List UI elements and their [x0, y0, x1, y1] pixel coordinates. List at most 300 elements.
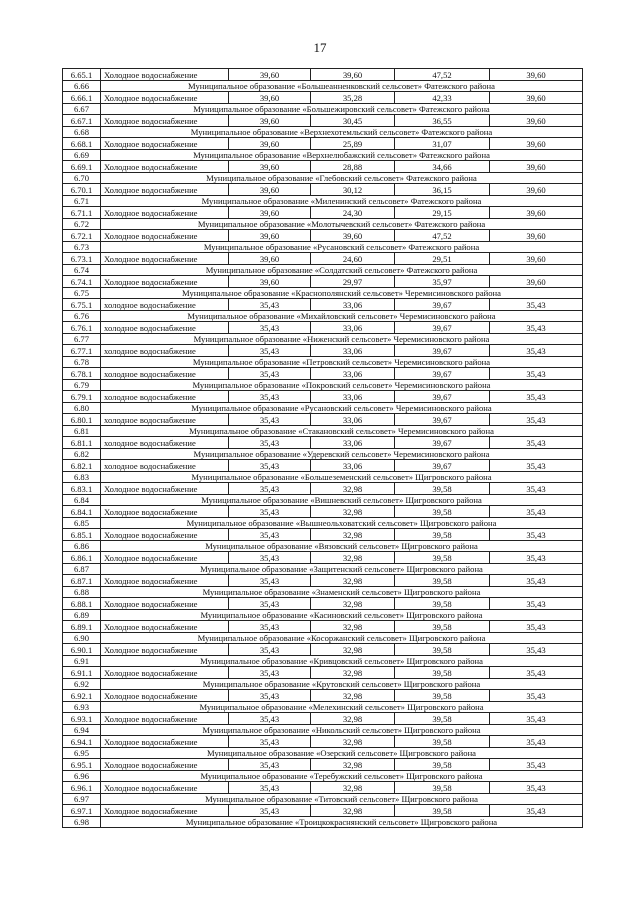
tariff-value-1: 35,43	[229, 805, 311, 817]
tariff-value-4: 39,60	[490, 184, 583, 196]
service-row	[63, 506, 583, 518]
municipality-header-row	[63, 655, 583, 667]
municipality-title: Муниципальное образование «Петровский сельсовет» Черемисиновского района	[101, 356, 583, 368]
tariff-value-1: 35,43	[229, 391, 311, 403]
municipality-title: Муниципальное образование «Никольский сельсовет» Щигровского района	[101, 724, 583, 736]
tariff-value-3: 39,58	[395, 759, 490, 771]
tariff-value-3: 39,58	[395, 713, 490, 725]
tariff-value-4: 35,43	[490, 805, 583, 817]
row-code: 6.93.1	[63, 713, 101, 725]
tariff-value-1: 35,43	[229, 414, 311, 426]
service-name: Холодное водоснабжение	[101, 483, 229, 495]
row-code: 6.86.1	[63, 552, 101, 564]
municipality-header-row	[63, 195, 583, 207]
service-row	[63, 322, 583, 334]
service-name: холодное водоснабжение	[101, 345, 229, 357]
service-name: Холодное водоснабжение	[101, 230, 229, 242]
tariff-value-3: 31,07	[395, 138, 490, 150]
tariff-value-3: 39,58	[395, 644, 490, 656]
row-code: 6.71	[63, 195, 101, 207]
tariff-value-4: 35,43	[490, 621, 583, 633]
tariff-value-2: 33,06	[311, 345, 395, 357]
tariff-value-2: 32,98	[311, 782, 395, 794]
municipality-header-row	[63, 540, 583, 552]
tariff-value-1: 35,43	[229, 644, 311, 656]
service-row	[63, 805, 583, 817]
tariff-value-4: 35,43	[490, 736, 583, 748]
tariff-value-1: 39,60	[229, 115, 311, 127]
tariff-value-3: 29,15	[395, 207, 490, 219]
service-row	[63, 253, 583, 265]
tariff-value-3: 39,67	[395, 368, 490, 380]
tariff-value-4: 39,60	[490, 253, 583, 265]
tariff-value-2: 33,06	[311, 460, 395, 472]
row-code: 6.89.1	[63, 621, 101, 633]
row-code: 6.72	[63, 218, 101, 230]
service-row	[63, 92, 583, 104]
tariff-value-2: 32,98	[311, 644, 395, 656]
service-row	[63, 414, 583, 426]
municipality-title: Муниципальное образование «Знаменский сельсовет» Щигровского района	[101, 586, 583, 598]
row-code: 6.90.1	[63, 644, 101, 656]
municipality-title: Муниципальное образование «Стакановский сельсовет» Черемисиновского района	[101, 425, 583, 437]
tariff-value-2: 24,60	[311, 253, 395, 265]
municipality-title: Муниципальное образование «Русановский сельсовет» Фатежского района	[101, 241, 583, 253]
tariff-value-1: 39,60	[229, 161, 311, 173]
municipality-title: Муниципальное образование «Русановский сельсовет» Черемисиновского района	[101, 402, 583, 414]
municipality-title: Муниципальное образование «Вышнеольховатский сельсовет» Щигровского района	[101, 517, 583, 529]
municipality-title: Муниципальное образование «Михайловский сельсовет» Черемисиновского района	[101, 310, 583, 322]
service-row	[63, 690, 583, 702]
tariff-value-1: 35,43	[229, 575, 311, 587]
tariff-value-3: 29,51	[395, 253, 490, 265]
municipality-header-row	[63, 80, 583, 92]
tariff-table-body	[63, 69, 583, 828]
tariff-value-4: 35,43	[490, 644, 583, 656]
municipality-title: Муниципальное образование «Вязовский сельсовет» Щигровского района	[101, 540, 583, 552]
service-row	[63, 368, 583, 380]
row-code: 6.87	[63, 563, 101, 575]
tariff-value-3: 47,52	[395, 230, 490, 242]
service-name: Холодное водоснабжение	[101, 161, 229, 173]
tariff-value-3: 39,58	[395, 552, 490, 564]
municipality-title: Муниципальное образование «Молотычевский сельсовет» Фатежского района	[101, 218, 583, 230]
tariff-value-3: 36,55	[395, 115, 490, 127]
service-row	[63, 552, 583, 564]
municipality-header-row	[63, 310, 583, 322]
municipality-header-row	[63, 563, 583, 575]
service-name: Холодное водоснабжение	[101, 253, 229, 265]
row-code: 6.96.1	[63, 782, 101, 794]
service-name: Холодное водоснабжение	[101, 184, 229, 196]
tariff-value-3: 39,58	[395, 529, 490, 541]
row-code: 6.93	[63, 701, 101, 713]
municipality-title: Муниципальное образование «Краснополянский сельсовет» Черемисиновского района	[101, 287, 583, 299]
service-row	[63, 230, 583, 242]
municipality-header-row	[63, 356, 583, 368]
tariff-value-2: 32,98	[311, 736, 395, 748]
tariff-value-2: 33,06	[311, 391, 395, 403]
row-code: 6.79.1	[63, 391, 101, 403]
service-name: Холодное водоснабжение	[101, 736, 229, 748]
tariff-value-4: 35,43	[490, 506, 583, 518]
row-code: 6.74.1	[63, 276, 101, 288]
tariff-value-1: 35,43	[229, 460, 311, 472]
tariff-value-4: 35,43	[490, 391, 583, 403]
municipality-title: Муниципальное образование «Теребужский сельсовет» Щигровского района	[101, 770, 583, 782]
row-code: 6.96	[63, 770, 101, 782]
tariff-value-4: 35,43	[490, 552, 583, 564]
municipality-title: Муниципальное образование «Защитенский сельсовет» Щигровского района	[101, 563, 583, 575]
tariff-value-4: 39,60	[490, 92, 583, 104]
row-code: 6.73.1	[63, 253, 101, 265]
tariff-value-2: 32,98	[311, 690, 395, 702]
tariff-value-3: 35,97	[395, 276, 490, 288]
tariff-value-2: 33,06	[311, 437, 395, 449]
tariff-value-4: 35,43	[490, 598, 583, 610]
tariff-value-1: 39,60	[229, 276, 311, 288]
tariff-value-2: 29,97	[311, 276, 395, 288]
tariff-value-3: 42,33	[395, 92, 490, 104]
service-row	[63, 345, 583, 357]
service-row	[63, 115, 583, 127]
tariff-value-4: 35,43	[490, 460, 583, 472]
municipality-header-row	[63, 770, 583, 782]
service-name: Холодное водоснабжение	[101, 644, 229, 656]
row-code: 6.71.1	[63, 207, 101, 219]
service-name: Холодное водоснабжение	[101, 805, 229, 817]
tariff-value-2: 32,98	[311, 759, 395, 771]
service-name: холодное водоснабжение	[101, 368, 229, 380]
tariff-value-2: 32,98	[311, 713, 395, 725]
tariff-value-4: 35,43	[490, 782, 583, 794]
municipality-title: Муниципальное образование «Кривцовский сельсовет» Щигровского района	[101, 655, 583, 667]
row-code: 6.90	[63, 632, 101, 644]
municipality-header-row	[63, 149, 583, 161]
service-name: Холодное водоснабжение	[101, 690, 229, 702]
service-name: Холодное водоснабжение	[101, 207, 229, 219]
tariff-value-2: 25,89	[311, 138, 395, 150]
municipality-title: Муниципальное образование «Большеземенский сельсовет» Щигровского района	[101, 471, 583, 483]
tariff-value-4: 35,43	[490, 690, 583, 702]
tariff-value-4: 39,60	[490, 115, 583, 127]
tariff-value-1: 39,60	[229, 138, 311, 150]
tariff-value-1: 35,43	[229, 345, 311, 357]
row-code: 6.84	[63, 494, 101, 506]
tariff-value-4: 35,43	[490, 759, 583, 771]
tariff-value-2: 39,60	[311, 230, 395, 242]
service-row	[63, 207, 583, 219]
municipality-title: Муниципальное образование «Глебовский сельсовет» Фатежского района	[101, 172, 583, 184]
row-code: 6.91	[63, 655, 101, 667]
row-code: 6.76.1	[63, 322, 101, 334]
municipality-title: Муниципальное образование «Мелехинский сельсовет» Щигровского района	[101, 701, 583, 713]
service-row	[63, 276, 583, 288]
tariff-value-3: 34,66	[395, 161, 490, 173]
tariff-value-1: 35,43	[229, 322, 311, 334]
tariff-value-4: 35,43	[490, 483, 583, 495]
tariff-value-3: 39,58	[395, 621, 490, 633]
municipality-header-row	[63, 379, 583, 391]
tariff-value-3: 39,67	[395, 391, 490, 403]
page-number: 17	[313, 40, 327, 55]
service-row	[63, 713, 583, 725]
row-code: 6.82	[63, 448, 101, 460]
municipality-title: Муниципальное образование «Косоржанский сельсовет» Щигровского района	[101, 632, 583, 644]
municipality-title: Муниципальное образование «Верхнелюбажский сельсовет» Фатежского района	[101, 149, 583, 161]
tariff-value-1: 35,43	[229, 782, 311, 794]
tariff-value-4: 39,60	[490, 138, 583, 150]
tariff-value-2: 32,98	[311, 483, 395, 495]
tariff-value-1: 39,60	[229, 253, 311, 265]
service-row	[63, 667, 583, 679]
tariff-value-2: 28,88	[311, 161, 395, 173]
tariff-value-2: 35,28	[311, 92, 395, 104]
row-code: 6.86	[63, 540, 101, 552]
tariff-value-3: 39,58	[395, 575, 490, 587]
service-row	[63, 598, 583, 610]
municipality-header-row	[63, 793, 583, 805]
tariff-value-1: 35,43	[229, 437, 311, 449]
service-row	[63, 575, 583, 587]
tariff-value-3: 39,58	[395, 736, 490, 748]
tariff-value-4: 35,43	[490, 713, 583, 725]
service-name: Холодное водоснабжение	[101, 506, 229, 518]
municipality-header-row	[63, 517, 583, 529]
municipality-header-row	[63, 333, 583, 345]
row-code: 6.79	[63, 379, 101, 391]
tariff-value-1: 35,43	[229, 529, 311, 541]
row-code: 6.80.1	[63, 414, 101, 426]
row-code: 6.66	[63, 80, 101, 92]
municipality-header-row	[63, 586, 583, 598]
row-code: 6.77.1	[63, 345, 101, 357]
tariff-value-4: 39,60	[490, 161, 583, 173]
tariff-value-3: 39,58	[395, 690, 490, 702]
municipality-header-row	[63, 609, 583, 621]
row-code: 6.72.1	[63, 230, 101, 242]
service-row	[63, 759, 583, 771]
row-code: 6.80	[63, 402, 101, 414]
municipality-title: Муниципальное образование «Верхнехотемльский сельсовет» Фатежского района	[101, 126, 583, 138]
service-row	[63, 184, 583, 196]
service-row	[63, 736, 583, 748]
tariff-value-1: 35,43	[229, 368, 311, 380]
row-code: 6.88.1	[63, 598, 101, 610]
row-code: 6.65.1	[63, 69, 101, 81]
tariff-value-2: 32,98	[311, 805, 395, 817]
municipality-title: Муниципальное образование «Вишневский сельсовет» Щигровского района	[101, 494, 583, 506]
service-row	[63, 391, 583, 403]
municipality-header-row	[63, 241, 583, 253]
row-code: 6.85.1	[63, 529, 101, 541]
row-code: 6.78	[63, 356, 101, 368]
tariff-value-4: 39,60	[490, 230, 583, 242]
tariff-value-3: 39,58	[395, 805, 490, 817]
tariff-value-3: 39,67	[395, 299, 490, 311]
municipality-header-row	[63, 448, 583, 460]
tariff-value-3: 39,58	[395, 483, 490, 495]
municipality-header-row	[63, 264, 583, 276]
tariff-value-4: 39,60	[490, 276, 583, 288]
tariff-value-2: 32,98	[311, 529, 395, 541]
tariff-value-1: 35,43	[229, 759, 311, 771]
service-name: холодное водоснабжение	[101, 437, 229, 449]
tariff-value-3: 39,67	[395, 437, 490, 449]
municipality-title: Муниципальное образование «Большеанненковский сельсовет» Фатежского района	[101, 80, 583, 92]
tariff-value-3: 39,67	[395, 460, 490, 472]
tariff-value-2: 33,06	[311, 414, 395, 426]
municipality-header-row	[63, 471, 583, 483]
tariff-value-2: 32,98	[311, 621, 395, 633]
municipality-title: Муниципальное образование «Покровский сельсовет» Черемисиновского района	[101, 379, 583, 391]
row-code: 6.97	[63, 793, 101, 805]
tariff-value-4: 35,43	[490, 414, 583, 426]
municipality-header-row	[63, 632, 583, 644]
tariff-value-3: 36,15	[395, 184, 490, 196]
tariff-value-4: 39,60	[490, 207, 583, 219]
tariff-value-4: 39,60	[490, 69, 583, 81]
tariff-value-2: 33,06	[311, 368, 395, 380]
row-code: 6.70.1	[63, 184, 101, 196]
tariff-value-2: 32,98	[311, 506, 395, 518]
tariff-value-4: 35,43	[490, 345, 583, 357]
service-row	[63, 437, 583, 449]
municipality-header-row	[63, 425, 583, 437]
row-code: 6.92.1	[63, 690, 101, 702]
municipality-title: Муниципальное образование «Озерский сельсовет» Щигровского района	[101, 747, 583, 759]
service-name: Холодное водоснабжение	[101, 782, 229, 794]
service-name: Холодное водоснабжение	[101, 138, 229, 150]
service-name: Холодное водоснабжение	[101, 115, 229, 127]
tariff-value-4: 35,43	[490, 368, 583, 380]
row-code: 6.69.1	[63, 161, 101, 173]
tariff-value-1: 39,60	[229, 207, 311, 219]
tariff-value-3: 39,58	[395, 667, 490, 679]
service-name: Холодное водоснабжение	[101, 667, 229, 679]
tariff-value-1: 39,60	[229, 92, 311, 104]
row-code: 6.81.1	[63, 437, 101, 449]
tariff-value-3: 39,67	[395, 322, 490, 334]
row-code: 6.76	[63, 310, 101, 322]
service-row	[63, 161, 583, 173]
municipality-header-row	[63, 103, 583, 115]
tariff-value-2: 33,06	[311, 299, 395, 311]
municipality-title: Муниципальное образование «Крутовский сельсовет» Щигровского района	[101, 678, 583, 690]
tariff-value-3: 47,52	[395, 69, 490, 81]
tariff-value-3: 39,67	[395, 345, 490, 357]
row-code: 6.75.1	[63, 299, 101, 311]
service-name: холодное водоснабжение	[101, 460, 229, 472]
municipality-header-row	[63, 724, 583, 736]
tariff-value-4: 35,43	[490, 322, 583, 334]
row-code: 6.95.1	[63, 759, 101, 771]
tariff-value-3: 39,67	[395, 414, 490, 426]
row-code: 6.88	[63, 586, 101, 598]
municipality-header-row	[63, 678, 583, 690]
service-row	[63, 69, 583, 81]
service-row	[63, 529, 583, 541]
service-name: холодное водоснабжение	[101, 322, 229, 334]
municipality-title: Муниципальное образование «Солдатский сельсовет» Фатежского района	[101, 264, 583, 276]
tariff-value-4: 35,43	[490, 437, 583, 449]
row-code: 6.78.1	[63, 368, 101, 380]
municipality-title: Муниципальное образование «Титовский сельсовет» Щигровского района	[101, 793, 583, 805]
service-name: Холодное водоснабжение	[101, 759, 229, 771]
service-row	[63, 138, 583, 150]
service-name: холодное водоснабжение	[101, 299, 229, 311]
row-code: 6.67	[63, 103, 101, 115]
tariff-value-1: 35,43	[229, 713, 311, 725]
municipality-title: Муниципальное образование «Троицкокраснянский сельсовет» Щигровского района	[101, 816, 583, 828]
tariff-value-1: 35,43	[229, 667, 311, 679]
municipality-title: Муниципальное образование «Миленинский сельсовет» Фатежского района	[101, 195, 583, 207]
service-name: Холодное водоснабжение	[101, 575, 229, 587]
tariff-value-1: 35,43	[229, 598, 311, 610]
tariff-value-1: 35,43	[229, 690, 311, 702]
row-code: 6.69	[63, 149, 101, 161]
row-code: 6.68	[63, 126, 101, 138]
tariff-value-2: 24,30	[311, 207, 395, 219]
tariff-value-2: 39,60	[311, 69, 395, 81]
tariff-value-3: 39,58	[395, 782, 490, 794]
service-row	[63, 644, 583, 656]
municipality-header-row	[63, 816, 583, 828]
row-code: 6.89	[63, 609, 101, 621]
row-code: 6.73	[63, 241, 101, 253]
row-code: 6.74	[63, 264, 101, 276]
municipality-header-row	[63, 701, 583, 713]
service-row	[63, 483, 583, 495]
row-code: 6.77	[63, 333, 101, 345]
row-code: 6.82.1	[63, 460, 101, 472]
tariff-value-2: 30,12	[311, 184, 395, 196]
tariff-value-1: 35,43	[229, 299, 311, 311]
row-code: 6.68.1	[63, 138, 101, 150]
row-code: 6.97.1	[63, 805, 101, 817]
tariff-value-2: 30,45	[311, 115, 395, 127]
tariff-value-4: 35,43	[490, 575, 583, 587]
municipality-header-row	[63, 402, 583, 414]
row-code: 6.94	[63, 724, 101, 736]
service-name: Холодное водоснабжение	[101, 552, 229, 564]
service-name: Холодное водоснабжение	[101, 713, 229, 725]
row-code: 6.83.1	[63, 483, 101, 495]
row-code: 6.84.1	[63, 506, 101, 518]
service-row	[63, 782, 583, 794]
service-name: Холодное водоснабжение	[101, 621, 229, 633]
municipality-header-row	[63, 287, 583, 299]
tariff-value-1: 39,60	[229, 69, 311, 81]
tariff-value-2: 32,98	[311, 552, 395, 564]
tariff-table	[62, 68, 583, 828]
service-name: Холодное водоснабжение	[101, 598, 229, 610]
tariff-value-1: 35,43	[229, 483, 311, 495]
tariff-value-3: 39,58	[395, 506, 490, 518]
service-name: холодное водоснабжение	[101, 414, 229, 426]
service-name: Холодное водоснабжение	[101, 276, 229, 288]
municipality-title: Муниципальное образование «Ниженский сельсовет» Черемисиновского района	[101, 333, 583, 345]
service-name: Холодное водоснабжение	[101, 529, 229, 541]
row-code: 6.85	[63, 517, 101, 529]
tariff-value-4: 35,43	[490, 529, 583, 541]
service-name: Холодное водоснабжение	[101, 69, 229, 81]
row-code: 6.91.1	[63, 667, 101, 679]
tariff-value-2: 33,06	[311, 322, 395, 334]
tariff-value-1: 39,60	[229, 184, 311, 196]
municipality-title: Муниципальное образование «Удеревский сельсовет» Черемисиновского района	[101, 448, 583, 460]
row-code: 6.75	[63, 287, 101, 299]
